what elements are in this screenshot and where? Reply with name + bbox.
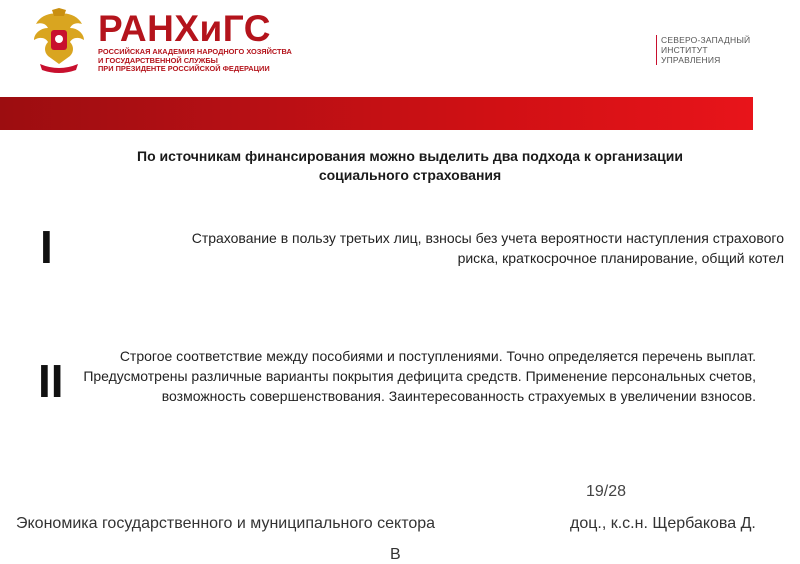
institute-block (656, 35, 750, 65)
footer-course-title: Экономика государственного и муниципального сектора (16, 515, 436, 532)
header-banner (0, 97, 753, 130)
footer-overflow-text: В (390, 546, 401, 563)
item-text-2: Строгое соответствие между пособиями и поступлениями. Точно определяется перечень выплат. Предусмотрены различные варианты покрытия дефицита средств. Применение персональных счетов, возможность совершенствования. Заинтересованность страхуемых в увеличении взносов. (83, 348, 756, 404)
item-text-1: Страхование в пользу третьих лиц, взносы без учета вероятности наступления страхового риска, краткосрочное планирование, общий котел (191, 230, 784, 266)
item-numeral-1: I (40, 221, 53, 273)
brand-line-3: ПРИ ПРЕЗИДЕНТЕ РОССИЙСКОЙ ФЕДЕРАЦИИ (98, 64, 270, 74)
institute-line-3: УПРАВЛЕНИЯ (661, 55, 721, 65)
item-numeral-2: II (38, 355, 64, 407)
brand-name: РАНХиГС (98, 8, 271, 49)
brand-block (98, 10, 292, 74)
footer-author: доц., к.с.н. Щербакова Д. (570, 515, 756, 532)
institute-line-2: ИНСТИТУТ (661, 45, 708, 55)
brand-line-2: И ГОСУДАРСТВЕННОЙ СЛУЖБЫ (98, 55, 218, 65)
emblem-icon (30, 8, 88, 74)
institute-line-1: СЕВЕРО-ЗАПАДНЫЙ (661, 35, 751, 45)
brand-line-1: РОССИЙСКАЯ АКАДЕМИЯ НАРОДНОГО ХОЗЯЙСТВА (98, 47, 292, 56)
slide-heading: По источникам финансирования можно выделить два подхода к организации социального страхования (137, 148, 683, 183)
page-number: 19/28 (586, 483, 627, 500)
